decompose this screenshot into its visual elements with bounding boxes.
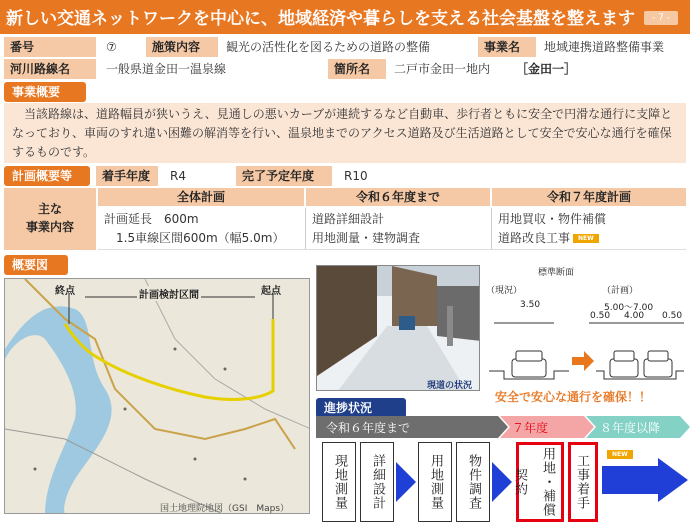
safety-message: 安全で安心な通行を確保！！ [495,390,652,404]
stage-land-compensation: 用地・補償契約 [516,442,564,522]
stage-site-survey: 現地測量 [322,442,356,522]
cross-current-label: （現況） [486,286,523,296]
arrow-3 [602,458,688,502]
r7-item-2-text: 道路改良工事 [498,231,571,245]
location-label: 箇所名 [328,59,386,79]
col-header-r7: 令和７年度計画 [492,188,686,206]
page-number: - 7 - [644,11,678,25]
map-section-label: 計画検討区間 [137,286,201,301]
phase-until-r6: 令和６年度まで [326,421,411,435]
r6-item-2: 用地測量・建物調査 [312,231,421,245]
end-year-value: R10 [344,169,368,183]
route-label: 河川路線名 [4,59,96,79]
plan-label: 計画概要等 [4,166,90,186]
summary-label: 事業概要 [4,82,86,102]
cross-section-drawing [484,321,686,391]
col-header-until-r6: 令和６年度まで [306,188,490,206]
location-map [4,278,310,514]
new-badge: NEW [573,234,599,243]
cross-plan-width: 5.00～7.00 [604,303,654,313]
main-content-label: 主な 事業内容 [4,188,96,250]
location-value: 二戸市金田一地内 [394,62,491,76]
overview-label: 概要図 [4,255,68,275]
page-title: 新しい交通ネットワークを中心に、地域経済や暮らしを支える社会基盤を整えます [6,9,635,29]
cross-d2: 4.00 [624,311,645,321]
location-tag: ［金田一］ [516,62,577,76]
cross-plan-label: （計画） [602,286,639,296]
start-year-value: R4 [170,169,186,183]
stage-property-survey: 物件調査 [456,442,490,522]
route-value: 一般県道金田一温泉線 [106,62,227,76]
measure-label: 施策内容 [146,37,218,57]
summary-text: 当該路線は、道路幅員が狭いうえ、見通しの悪いカーブが連続するなど自動車、歩行者ともに安全で円滑な通行に支障となっており、車両のすれ違い困難の解消等を行い、温泉地までのアクセス道路及び生活道路として安全で安心な通行を確保するものです。 [4,103,686,163]
phase-r8-after: ８年度以降 [600,421,661,435]
cross-current-width: 3.50 [520,300,541,310]
project-name-value: 地域連携道路整備事業 [544,40,665,54]
progress-new-text: NEW [607,450,633,459]
map-drawing [5,279,310,514]
arrow-1 [396,462,416,502]
col-header-overall: 全体計画 [98,188,304,206]
road-photo [316,265,480,391]
progress-label: 進捗状況 [316,398,406,418]
r7-item-1: 用地買収・物件補償 [498,212,607,226]
photo-caption: 現道の状況 [427,381,473,391]
cross-section-title: 標準断面 [538,268,575,278]
road-photo-drawing [317,266,480,391]
map-end-label: 終点 [55,286,75,297]
r7-item-2 [492,228,686,248]
phase-r7: ７年度 [512,421,549,435]
start-year-label: 着手年度 [96,166,158,186]
stage-land-survey: 用地測量 [418,442,452,522]
number-label: 番号 [4,37,96,57]
overall-length: 計画延長 600m [104,212,199,226]
number-value: ⑦ [106,40,117,54]
r6-item-1: 道路詳細設計 [312,212,385,226]
stage-construction-start: 工事着手 [568,442,598,522]
project-name-label: 事業名 [478,37,536,57]
end-year-label: 完了予定年度 [236,166,332,186]
cross-section-diagram [484,265,686,391]
map-start-label: 起点 [261,286,281,297]
cross-d3: 0.50 [662,311,683,321]
map-credit: 国土地理院地図（GSI Maps） [160,504,290,514]
cross-d1: 0.50 [590,311,611,321]
measure-value: 観光の活性化を図るための道路の整備 [226,40,431,54]
stage-detailed-design: 詳細設計 [360,442,394,522]
overall-section: 1.5車線区間600m（幅5.0m） [116,231,285,245]
